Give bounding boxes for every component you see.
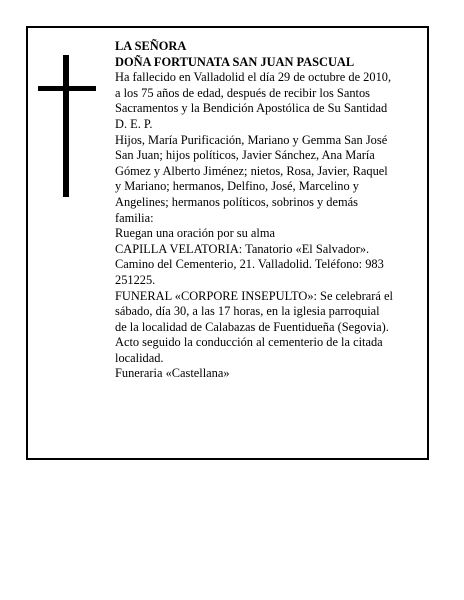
deceased-name: DOÑA FORTUNATA SAN JUAN PASCUAL xyxy=(115,54,355,69)
text-line: y Mariano; hermanos, Delfino, José, Marcelino y xyxy=(115,179,359,194)
text-line: Ruegan una oración por su alma xyxy=(115,226,275,241)
text-line: familia: xyxy=(115,210,154,225)
text-line: Funeraria «Castellana» xyxy=(115,366,230,381)
text-line: Gómez y Alberto Jiménez; nietos, Rosa, Javier, Raquel xyxy=(115,163,388,178)
text-line: Sacramentos y la Bendición Apostólica de Su Santidad xyxy=(115,101,388,116)
cross-icon xyxy=(38,55,98,197)
text-line: Ha fallecido en Valladolid el día 29 de octubre de 2010, xyxy=(115,70,392,85)
cross-vertical-bar xyxy=(63,55,69,197)
text-line: CAPILLA VELATORIA: Tanatorio «El Salvador». xyxy=(115,241,370,256)
text-line: localidad. xyxy=(115,350,164,365)
notice-heading: LA SEÑORA xyxy=(115,39,187,53)
text-line: Hijos, María Purificación, Mariano y Gemma San José xyxy=(115,132,388,147)
text-line: a los 75 años de edad, después de recibir los Santos xyxy=(115,85,370,100)
text-line: FUNERAL «CORPORE INSEPULTO»: Se celebrará el xyxy=(115,288,393,303)
obituary-text xyxy=(115,39,425,382)
text-line: Acto seguido la conducción al cementerio de la citada xyxy=(115,335,383,350)
text-line: sábado, día 30, a las 17 horas, en la iglesia parroquial xyxy=(115,304,380,319)
text-line: San Juan; hijos políticos, Javier Sánchez, Ana María xyxy=(115,148,375,163)
text-line: de la localidad de Calabazas de Fuentidueña (Segovia). xyxy=(115,319,389,334)
text-line: 251225. xyxy=(115,272,156,287)
text-line: Camino del Cementerio, 21. Valladolid. Teléfono: 983 xyxy=(115,257,384,272)
text-line: Angelines; hermanos políticos, sobrinos y demás xyxy=(115,194,358,209)
cross-horizontal-bar xyxy=(38,86,96,91)
text-line: D. E. P. xyxy=(115,116,153,131)
